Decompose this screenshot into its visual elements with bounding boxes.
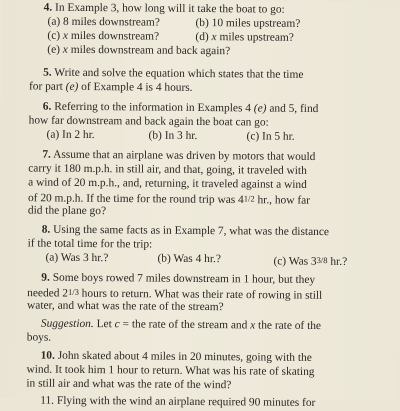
text-line: 7. Assume that an airplane was driven by motors that would (42, 148, 316, 164)
text-line: 6. Referring to the information in Examples 4 (e) and 5, find (42, 100, 319, 116)
text-line: boys. (26, 331, 52, 344)
problem-number: 5. (43, 66, 52, 79)
problem-7 (28, 148, 391, 222)
text-line: 11. Flying with the wind an airplane required 90 minutes for (40, 394, 316, 410)
text-line: wind. It took him 1 hour to return. What was his rate of skating (26, 363, 315, 379)
text-line: for part (e) of Example 4 is 4 hours. (28, 80, 193, 95)
text-line: 9. Some boys rowed 7 miles downstream in 1 hour, but they (41, 271, 316, 287)
fraction: 1/3 (67, 286, 79, 298)
text-line: a wind of 20 m.p.h., and, returning, it traveled against a wind (28, 176, 307, 192)
text-line: water, and what was the rate of the stream? (27, 299, 224, 314)
option-d: (d) x miles upstream? (195, 31, 294, 44)
problem-6 (29, 100, 391, 145)
suggestion-label: Suggestion. (40, 317, 94, 331)
option-a: (a) In 2 hr. (46, 128, 95, 142)
problem-8-options (27, 251, 389, 268)
problem-11-partial (26, 393, 388, 410)
text-line: of 20 m.p.h. If the time for the round trip was 41/2 hr., how far (27, 192, 311, 207)
option-a: (a) Was 3 hr.? (45, 251, 109, 265)
text-line: 10. John skated about 4 miles in 20 minutes, going with the (40, 349, 312, 364)
option-b: (b) 10 miles upstream? (195, 17, 301, 30)
problem-8 (27, 222, 389, 267)
option-c: (c) In 5 hr. (246, 130, 295, 144)
option-c: (c) Was 33/8 hr.? (273, 255, 348, 269)
text-line: 8. Using the same facts as in Example 7, what was the distance (41, 223, 330, 239)
text-line: carry it 180 m.p.h. in still air, and that, going, it traveled with (28, 162, 307, 178)
option-c: (c) x miles downstream? (47, 29, 160, 43)
text-line: did the plane go? (27, 204, 107, 218)
fraction: 1/2 (243, 193, 255, 204)
suggestion (27, 316, 389, 347)
problem-5 (29, 66, 391, 97)
problem-number: 9. (41, 271, 50, 284)
text-line: how far downstream and back again the boat can go: (28, 114, 269, 129)
problem-4 (29, 1, 391, 61)
option-a: (a) 8 miles downstream? (47, 15, 160, 29)
text-line: in still air and what was the rate of the wind? (26, 377, 232, 392)
problem-number: 10. (40, 349, 55, 362)
problem-6-options (29, 128, 391, 145)
problem-number: 8. (41, 223, 51, 236)
text-line: needed 21/3 hours to return. What was their rate of rowing in still (27, 286, 323, 302)
option-b: (b) Was 4 hr.? (157, 252, 221, 266)
text-line: 5. Write and solve the equation which states that the time (43, 66, 304, 81)
problem-4-options-row-3 (29, 43, 391, 60)
text-line: Suggestion. Let c = the rate of the stream and x the rate of the (40, 317, 322, 333)
fraction: 3/8 (316, 255, 328, 266)
problem-10 (26, 348, 388, 393)
text-line: if the total time for the trip: (27, 237, 153, 251)
problem-number: 6. (42, 100, 52, 113)
problem-number: 7. (42, 148, 51, 161)
problem-4-stem: 4. In Example 3, how long will it take the boat to go: (43, 1, 285, 16)
option-b: (b) In 3 hr. (148, 129, 198, 143)
option-e: (e) x miles downstream and back again? (47, 43, 231, 58)
problem-number: 4. (43, 1, 53, 14)
problem-9 (27, 270, 389, 315)
